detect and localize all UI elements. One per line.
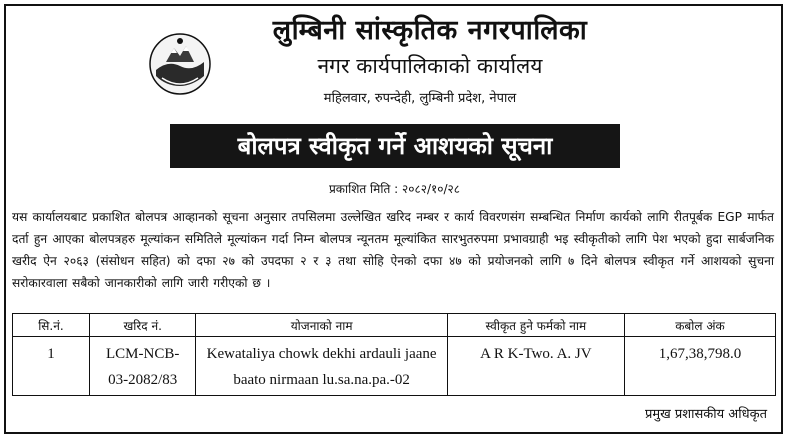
table-header-row	[13, 314, 776, 337]
cell-firm-name: A R K-Two. A. JV	[447, 337, 624, 396]
project-name-line1: Kewataliya chowk dekhi ardauli jaane	[206, 346, 437, 362]
header-procurement-no: खरिद नं.	[89, 314, 196, 337]
procurement-no-line1: LCM-NCB-	[106, 346, 180, 362]
table-row	[13, 337, 776, 396]
cell-project-name	[196, 337, 447, 396]
published-date-line	[0, 180, 789, 197]
cell-serial-no: 1	[13, 337, 90, 396]
cell-procurement-no	[89, 337, 196, 396]
notice-body: यस कार्यालयबाट प्रकाशित बोलपत्र आव्हानको सूचना अनुसार तपसिलमा उल्लेखित खरिद नम्बर र कार्य विवरणसंग सम्बन्धित निर्माण कार्यको लागि रीतपूर्बक EGP मार्फत दर्ता हुन आएका बोलपत्रहरु मूल्यांकन समितिले मूल्यांकन गर्दा निम्न बोलपत्र न्यूनतम मूल्यांकित सारभुतरुपमा प्रभावग्राही भइ स्वीकृतीको लागि पेश भएको हुदा सार्बजनिक खरीद ऐन २०६३ (संसोधन सहित) को दफा २७ को उपदफा २ र ३ तथा सोहि ऐनको दफा ४७ को प्रयोजनको लागि ७ दिने बोलपत्र स्वीकृत गर्ने आशयको सुचना सरोकारवाला सबैको जानकारीको लागि जारी गरीएको छ ।	[12, 210, 774, 290]
published-date-value: २०८२/१०/२८	[401, 182, 460, 196]
procurement-no-line2: 03-2082/83	[108, 372, 178, 388]
header-project-name: योजनाको नाम	[196, 314, 447, 337]
office-address: महिलवार, रुपन्देही, लुम्बिनी प्रदेश, नेपाल	[323, 91, 517, 106]
cell-bid-amount: 1,67,38,798.0	[624, 337, 775, 396]
project-name-line2: baato nirmaan lu.sa.na.pa.-02	[233, 372, 410, 388]
header-serial-no: सि.नं.	[13, 314, 90, 337]
notice-title-banner: बोलपत्र स्वीकृत गर्ने आशयको सूचना	[170, 124, 620, 168]
header-bid-amount: कबोल अंक	[624, 314, 775, 337]
office-name: नगर कार्यपालिकाको कार्यालय	[317, 54, 543, 78]
published-date-label: प्रकाशित मिति :	[328, 182, 399, 196]
municipality-name: लुम्बिनी सांस्कृतिक नगरपालिका	[272, 15, 588, 46]
signatory-title: प्रमुख प्रशासकीय अधिकृत	[644, 407, 767, 422]
award-table	[12, 313, 776, 396]
header-firm-name: स्वीकृत हुने फर्मको नाम	[447, 314, 624, 337]
